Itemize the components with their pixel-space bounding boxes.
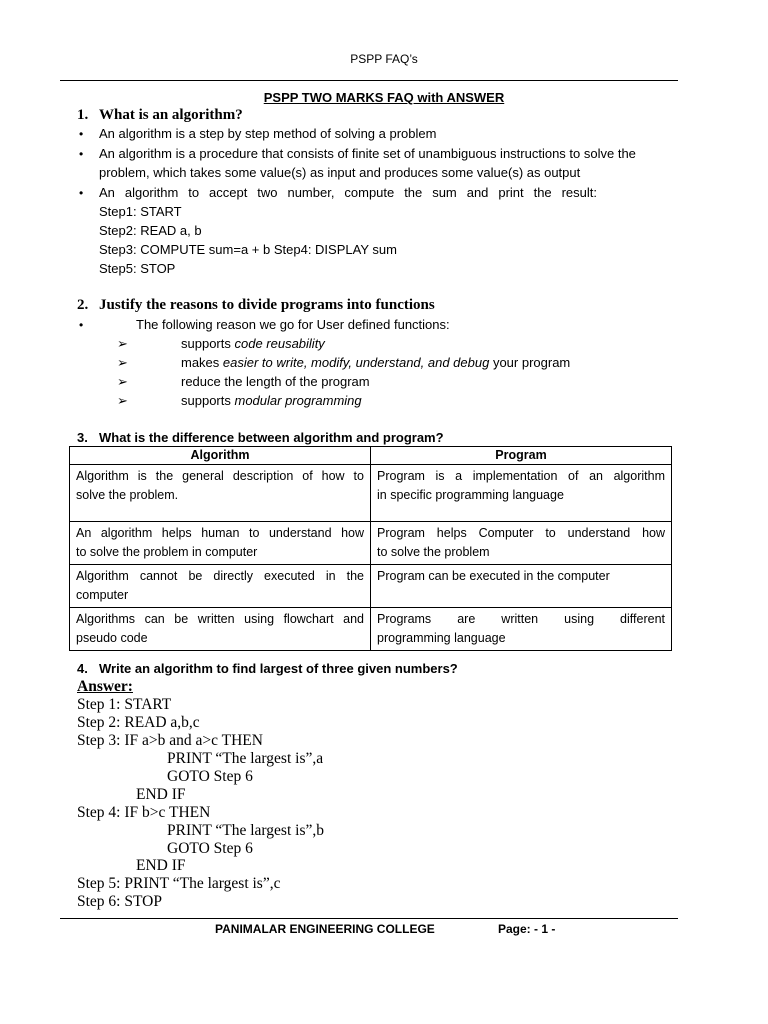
q4-question: Write an algorithm to find largest of three given numbers? [99, 661, 458, 676]
algorithm-line: PRINT “The largest is”,b [167, 822, 324, 839]
algorithm-line: END IF [136, 857, 186, 874]
column-header-program: Program [371, 447, 672, 465]
q1-step: Step1: START [99, 204, 182, 219]
table-cell: Algorithms can be written using flowchart and pseudo code [70, 608, 371, 651]
comparison-table [69, 446, 672, 651]
q1-step: Step2: READ a, b [99, 223, 202, 238]
table-cell: An algorithm helps human to understand how to solve the problem in computer [70, 522, 371, 565]
table-row [70, 465, 672, 522]
bullet-icon: • [79, 127, 84, 141]
algorithm-line: END IF [136, 786, 186, 803]
table-cell: Program helps Computer to understand how to solve the problem [371, 522, 672, 565]
table-cell: Program can be executed in the computer [371, 565, 672, 608]
algorithm-line: Step 5: PRINT “The largest is”,c [77, 875, 281, 892]
table-cell: Algorithm cannot be directly executed in the computer [70, 565, 371, 608]
q1-bullet-3: An algorithm to accept two number, compute the sum and print the result: [99, 185, 597, 200]
q1-step: Step3: COMPUTE sum=a + b Step4: DISPLAY sum [99, 242, 397, 257]
algorithm-line: Step 2: READ a,b,c [77, 714, 200, 731]
q2-intro: The following reason we go for User defined functions: [136, 317, 450, 332]
q2-reason-1: supports code reusability [181, 336, 325, 351]
table-cell: Programs are written using different programming language [371, 608, 672, 651]
header-rule [60, 80, 678, 81]
arrow-bullet-icon: ➢ [117, 336, 128, 351]
algorithm-line: GOTO Step 6 [167, 768, 253, 785]
algorithm-line: Step 6: STOP [77, 893, 162, 910]
algorithm-line: Step 1: START [77, 696, 172, 713]
q3-number: 3. [77, 430, 88, 445]
q1-bullet-1: An algorithm is a step by step method of solving a problem [99, 126, 437, 141]
table-cell: Algorithm is the general description of how to solve the problem. [70, 465, 371, 522]
arrow-bullet-icon: ➢ [117, 374, 128, 389]
q1-bullet-2-line-2: problem, which takes some value(s) as input and produces some value(s) as output [99, 165, 581, 180]
q3-question: What is the difference between algorithm and program? [99, 430, 444, 445]
footer-page-number: Page: - 1 - [498, 922, 556, 936]
arrow-bullet-icon: ➢ [117, 355, 128, 370]
q2-reason-3: reduce the length of the program [181, 374, 370, 389]
q2-question: Justify the reasons to divide programs into functions [99, 297, 435, 313]
q2-reason-4: supports modular programming [181, 393, 362, 408]
bullet-icon: • [79, 147, 84, 161]
table-row [70, 522, 672, 565]
q1-bullet-2-line-1: An algorithm is a procedure that consists of finite set of unambiguous instructions to solve the [99, 146, 636, 161]
q4-number: 4. [77, 661, 88, 676]
algorithm-line: Step 3: IF a>b and a>c THEN [77, 732, 263, 749]
algorithm-line: GOTO Step 6 [167, 840, 253, 857]
table-row [70, 565, 672, 608]
table-cell: Program is a implementation of an algorithm in specific programming language [371, 465, 672, 522]
document-title: PSPP TWO MARKS FAQ with ANSWER [263, 90, 505, 105]
arrow-bullet-icon: ➢ [117, 393, 128, 408]
algorithm-line: Step 4: IF b>c THEN [77, 804, 211, 821]
footer-rule [60, 918, 678, 919]
algorithm-line: PRINT “The largest is”,a [167, 750, 324, 767]
table-header-row [70, 447, 672, 465]
footer-college: PANIMALAR ENGINEERING COLLEGE [215, 922, 435, 936]
answer-label: Answer: [77, 678, 133, 695]
q2-number: 2. [77, 297, 89, 313]
q1-question: What is an algorithm? [99, 107, 243, 123]
page-header: PSPP FAQ’s [350, 52, 418, 66]
q2-reason-2: makes easier to write, modify, understand, and debug your program [181, 355, 571, 370]
bullet-icon: • [79, 318, 84, 332]
bullet-icon: • [79, 186, 84, 200]
column-header-algorithm: Algorithm [70, 447, 371, 465]
table-row [70, 608, 672, 651]
q1-number: 1. [77, 107, 89, 123]
q1-step: Step5: STOP [99, 261, 176, 276]
